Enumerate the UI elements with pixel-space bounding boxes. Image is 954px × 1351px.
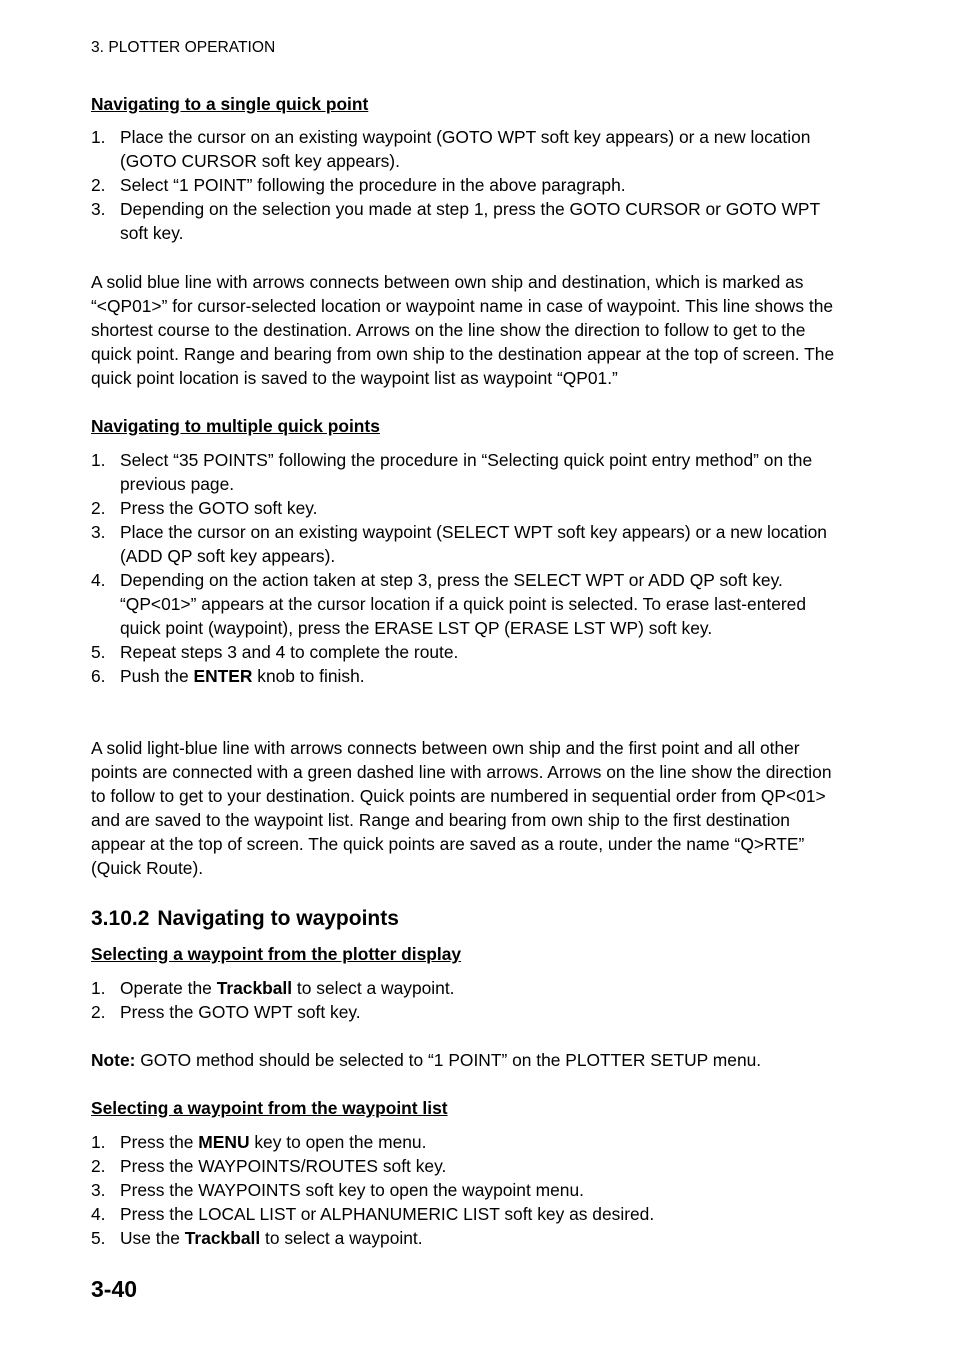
step-text-post: key to open the menu. <box>249 1132 427 1152</box>
step-text-pre: Push the <box>120 666 194 686</box>
steps-multiple-quick-points <box>91 448 841 688</box>
steps-single-quick-point <box>91 125 841 245</box>
step-number: 4. <box>91 570 106 590</box>
step-text-pre: Press the <box>120 1132 199 1152</box>
note <box>91 1048 843 1072</box>
step-text: Depending on the action taken at step 3, press the SELECT WPT or ADD QP soft key. “QP<01>” appears at the cursor location if a quick point is selected. To erase last-entered quick point (waypoint), press the ERASE LST QP (ERASE LST WP) soft key. <box>120 570 807 638</box>
list-item <box>91 448 841 496</box>
steps-plotter-display <box>91 976 841 1024</box>
list-item <box>91 1130 841 1154</box>
list-item <box>91 1226 841 1250</box>
step-text: Press the WAYPOINTS/ROUTES soft key. <box>120 1156 447 1176</box>
step-number: 2. <box>91 175 106 195</box>
list-item <box>91 976 841 1000</box>
step-text: Repeat steps 3 and 4 to complete the route. <box>120 642 459 662</box>
step-text-pre: Operate the <box>120 978 217 998</box>
list-item <box>91 1178 841 1202</box>
list-item <box>91 197 841 245</box>
step-text: Place the cursor on an existing waypoint (GOTO WPT soft key appears) or a new location (GOTO CURSOR soft key appears). <box>120 127 811 171</box>
step-text: Depending on the selection you made at step 1, press the GOTO CURSOR or GOTO WPT soft key. <box>120 199 820 243</box>
heading-single-quick-point: Navigating to a single quick point <box>91 94 369 114</box>
step-text: Select “35 POINTS” following the procedure in “Selecting quick point entry method” on the previous page. <box>120 450 813 494</box>
step-number: 4. <box>91 1204 106 1224</box>
step-number: 1. <box>91 978 106 998</box>
paragraph-single-quick-point: A solid blue line with arrows connects between own ship and destination, which is marked as “<QP01>” for cursor-selected location or waypoint name in case of waypoint. This line shows the shortest course to the destination. Arrows on the line show the direction to follow to get to the quick point. Range and bearing from own ship to the destination appear at the top of screen. The quick point location is saved to the waypoint list as waypoint “QP01.” <box>91 272 835 388</box>
list-item <box>91 496 841 520</box>
list-item <box>91 1154 841 1178</box>
list-item <box>91 664 841 688</box>
heading-multiple-quick-points: Navigating to multiple quick points <box>91 416 380 436</box>
step-number: 1. <box>91 1132 106 1152</box>
step-number: 3. <box>91 199 106 219</box>
list-item <box>91 1000 841 1024</box>
running-head: 3. PLOTTER OPERATION <box>91 39 276 56</box>
step-number: 5. <box>91 642 106 662</box>
heading-waypoint-list: Selecting a waypoint from the waypoint list <box>91 1098 448 1118</box>
step-text: Select “1 POINT” following the procedure in the above paragraph. <box>120 175 626 195</box>
step-number: 2. <box>91 498 106 518</box>
step-text: Press the LOCAL LIST or ALPHANUMERIC LIST soft key as desired. <box>120 1204 655 1224</box>
list-item <box>91 640 841 664</box>
list-item <box>91 520 841 568</box>
section-name: Navigating to waypoints <box>157 907 399 930</box>
enter-knob-label: ENTER <box>193 666 253 686</box>
heading-plotter-display: Selecting a waypoint from the plotter display <box>91 944 462 964</box>
step-text: Place the cursor on an existing waypoint (SELECT WPT soft key appears) or a new location (ADD QP soft key appears). <box>120 522 827 566</box>
step-text-post: knob to finish. <box>252 666 365 686</box>
note-text: GOTO method should be selected to “1 POINT” on the PLOTTER SETUP menu. <box>135 1050 762 1070</box>
steps-waypoint-list <box>91 1130 841 1250</box>
menu-key-label: MENU <box>198 1132 250 1152</box>
paragraph-multiple-quick-points: A solid light-blue line with arrows connects between own ship and the first point and all other points are connected with a green dashed line with arrows. Arrows on the line show the direction to follow to get to your destination. Quick points are numbered in sequential order from QP<01> and are saved to the waypoint list. Range and bearing from own ship to the first destination appear at the top of screen. The quick points are saved as a route, under the name “Q>RTE” (Quick Route). <box>91 738 832 878</box>
step-text-post: to select a waypoint. <box>260 1228 423 1248</box>
section-number: 3.10.2 <box>91 907 150 930</box>
step-number: 1. <box>91 450 106 470</box>
trackball-label: Trackball <box>184 1228 261 1248</box>
step-text-post: to select a waypoint. <box>292 978 455 998</box>
step-number: 2. <box>91 1156 106 1176</box>
step-text: Press the GOTO soft key. <box>120 498 318 518</box>
list-item <box>91 125 841 173</box>
list-item <box>91 1202 841 1226</box>
page-number: 3-40 <box>91 1276 138 1302</box>
step-number: 3. <box>91 1180 106 1200</box>
step-number: 2. <box>91 1002 106 1022</box>
step-number: 3. <box>91 522 106 542</box>
step-text-pre: Use the <box>120 1228 185 1248</box>
trackball-label: Trackball <box>216 978 293 998</box>
note-label: Note: <box>91 1050 136 1070</box>
list-item <box>91 568 841 640</box>
step-number: 6. <box>91 666 106 686</box>
step-text: Press the GOTO WPT soft key. <box>120 1002 361 1022</box>
step-number: 5. <box>91 1228 106 1248</box>
step-number: 1. <box>91 127 106 147</box>
section-title <box>91 905 399 933</box>
list-item <box>91 173 841 197</box>
step-text: Press the WAYPOINTS soft key to open the waypoint menu. <box>120 1180 584 1200</box>
